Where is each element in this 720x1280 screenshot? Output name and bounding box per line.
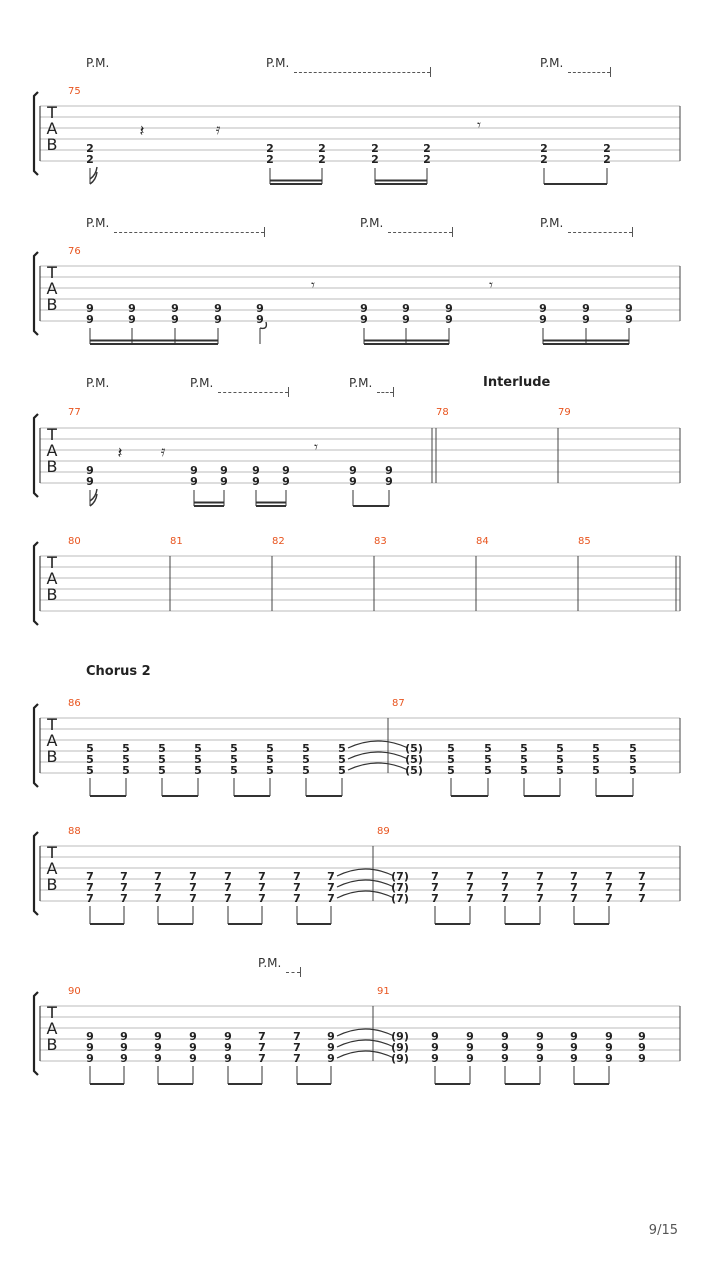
- fret-number: 9: [86, 313, 94, 326]
- tab-clef-letter: A: [46, 279, 58, 298]
- system-bracket: [34, 414, 38, 497]
- fret-number: 9: [154, 1030, 162, 1043]
- fret-number: 9: [605, 1041, 613, 1054]
- fret-number: 7: [431, 881, 439, 894]
- fret-number: 5: [86, 764, 94, 777]
- fret-number: 7: [86, 892, 94, 905]
- tie-arc: [337, 1051, 394, 1058]
- fret-number: 9: [327, 1052, 335, 1065]
- fret-number: 7: [536, 892, 544, 905]
- fret-number: 5: [194, 753, 202, 766]
- fret-number: 7: [293, 881, 301, 894]
- fret-number: 7: [293, 870, 301, 883]
- fret-number: 9: [570, 1030, 578, 1043]
- fret-number: 2: [86, 142, 94, 155]
- fret-number: 9: [86, 464, 94, 477]
- fret-number: 9: [256, 302, 264, 315]
- tab-clef-letter: B: [46, 1035, 58, 1054]
- fret-number: 7: [431, 892, 439, 905]
- fret-number: 7: [189, 881, 197, 894]
- fret-number: 5: [556, 742, 564, 755]
- fret-number: 5: [520, 764, 528, 777]
- fret-number: 9: [252, 475, 260, 488]
- fret-number: 9: [224, 1052, 232, 1065]
- fret-number: 7: [570, 881, 578, 894]
- fret-number: 5: [230, 764, 238, 777]
- tab-clef-letter: T: [47, 553, 57, 572]
- fret-number: 9: [605, 1052, 613, 1065]
- fret-number: 7: [258, 892, 266, 905]
- fret-number: 7: [293, 892, 301, 905]
- fret-number: 7: [570, 892, 578, 905]
- fret-number: 9: [582, 302, 590, 315]
- measure-number: 82: [272, 536, 285, 547]
- fret-number: 5: [629, 742, 637, 755]
- fret-number: 5: [447, 753, 455, 766]
- fret-number: 2: [371, 153, 379, 166]
- fret-number: 5: [338, 764, 346, 777]
- fret-number: 9: [282, 464, 290, 477]
- fret-number: 7: [327, 870, 335, 883]
- fret-number: 9: [86, 1041, 94, 1054]
- fret-number: 7: [258, 1030, 266, 1043]
- fret-number: 7: [154, 870, 162, 883]
- fret-number: (9): [391, 1052, 409, 1065]
- fret-number: 7: [154, 892, 162, 905]
- measure-number: 76: [68, 246, 81, 257]
- fret-number: 9: [638, 1041, 646, 1054]
- measure-number: 79: [558, 407, 571, 418]
- fret-number: 5: [338, 753, 346, 766]
- fret-number: 9: [445, 313, 453, 326]
- fret-number: 5: [629, 764, 637, 777]
- measure-number: 75: [68, 86, 81, 97]
- palm-mute-label: P.M.: [540, 56, 564, 70]
- tie-arc: [337, 869, 394, 876]
- measure-number: 84: [476, 536, 489, 547]
- fret-number: 9: [625, 313, 633, 326]
- fret-number: 9: [431, 1030, 439, 1043]
- eighth-rest: 𝄾: [489, 276, 493, 294]
- tie-arc: [337, 891, 394, 898]
- fret-number: 5: [447, 764, 455, 777]
- tab-clef-letter: B: [46, 585, 58, 604]
- fret-number: 9: [224, 1030, 232, 1043]
- fret-number: 9: [256, 313, 264, 326]
- fret-number: 2: [86, 153, 94, 166]
- measure-number: 86: [68, 698, 81, 709]
- measure-number: 88: [68, 826, 81, 837]
- quarter-rest: 𝄽: [117, 443, 123, 462]
- system-bracket: [34, 832, 38, 915]
- measure-number: 91: [377, 986, 390, 997]
- palm-mute-label: P.M.: [266, 56, 290, 70]
- fret-number: 7: [258, 1052, 266, 1065]
- tab-clef-letter: A: [46, 1019, 58, 1038]
- quarter-rest: 𝄽: [139, 121, 145, 140]
- fret-number: 5: [520, 742, 528, 755]
- fret-number: (5): [405, 753, 423, 766]
- fret-number: 7: [86, 870, 94, 883]
- fret-number: 2: [603, 142, 611, 155]
- measure-number: 85: [578, 536, 591, 547]
- fret-number: 5: [484, 742, 492, 755]
- fret-number: 2: [318, 142, 326, 155]
- fret-number: 9: [214, 302, 222, 315]
- fret-number: 9: [349, 475, 357, 488]
- palm-mute-label: P.M.: [360, 216, 384, 230]
- fret-number: 9: [189, 1052, 197, 1065]
- section-title-interlude: Interlude: [483, 375, 551, 390]
- tie-arc: [348, 741, 408, 748]
- fret-number: 9: [582, 313, 590, 326]
- fret-number: 9: [120, 1052, 128, 1065]
- measure-number: 78: [436, 407, 449, 418]
- fret-number: 9: [466, 1030, 474, 1043]
- tab-clef-letter: A: [46, 859, 58, 878]
- fret-number: 9: [86, 302, 94, 315]
- fret-number: 9: [349, 464, 357, 477]
- fret-number: 7: [154, 881, 162, 894]
- fret-number: 7: [431, 870, 439, 883]
- fret-number: 2: [266, 142, 274, 155]
- fret-number: 7: [224, 881, 232, 894]
- fret-number: 9: [189, 1030, 197, 1043]
- tab-clef-letter: T: [47, 1003, 57, 1022]
- fret-number: 2: [266, 153, 274, 166]
- system-bracket: [34, 992, 38, 1075]
- fret-number: 5: [302, 764, 310, 777]
- tie-arc: [337, 880, 394, 887]
- tab-clef-letter: A: [46, 569, 58, 588]
- palm-mute-label: P.M.: [349, 376, 373, 390]
- fret-number: 7: [327, 892, 335, 905]
- fret-number: (5): [405, 742, 423, 755]
- fret-number: (7): [391, 892, 409, 905]
- fret-number: (7): [391, 870, 409, 883]
- fret-number: 9: [214, 313, 222, 326]
- palm-mute-label: P.M.: [540, 216, 564, 230]
- fret-number: 9: [171, 313, 179, 326]
- fret-number: 9: [445, 302, 453, 315]
- fret-number: 7: [638, 870, 646, 883]
- fret-number: 9: [189, 1041, 197, 1054]
- fret-number: 7: [466, 892, 474, 905]
- palm-mute-label: P.M.: [86, 56, 110, 70]
- fret-number: 7: [258, 1041, 266, 1054]
- fret-number: 7: [605, 870, 613, 883]
- page-number: 9/15: [648, 1223, 678, 1238]
- fret-number: 9: [536, 1041, 544, 1054]
- measure-number: 80: [68, 536, 81, 547]
- fret-number: 9: [128, 302, 136, 315]
- tie-arc: [348, 752, 408, 759]
- fret-number: 9: [120, 1041, 128, 1054]
- fret-number: (7): [391, 881, 409, 894]
- tie-arc: [337, 1029, 394, 1036]
- fret-number: 9: [120, 1030, 128, 1043]
- fret-number: 9: [501, 1030, 509, 1043]
- tab-clef-letter: B: [46, 457, 58, 476]
- fret-number: 7: [189, 870, 197, 883]
- fret-number: 5: [194, 742, 202, 755]
- fret-number: 9: [190, 475, 198, 488]
- fret-number: 7: [466, 870, 474, 883]
- fret-number: 7: [501, 892, 509, 905]
- fret-number: 9: [539, 302, 547, 315]
- fret-number: 9: [327, 1041, 335, 1054]
- fret-number: 9: [190, 464, 198, 477]
- fret-number: 7: [120, 881, 128, 894]
- fret-number: 5: [230, 753, 238, 766]
- fret-number: 9: [466, 1041, 474, 1054]
- fret-number: (9): [391, 1041, 409, 1054]
- system-bracket: [34, 704, 38, 787]
- fret-number: 9: [466, 1052, 474, 1065]
- eighth-rest: 𝄾: [311, 276, 315, 294]
- fret-number: 5: [266, 753, 274, 766]
- fret-number: 9: [431, 1041, 439, 1054]
- fret-number: 7: [605, 892, 613, 905]
- measure-number: 90: [68, 986, 81, 997]
- fret-number: 2: [540, 142, 548, 155]
- tab-clef-letter: B: [46, 295, 58, 314]
- tie-arc: [337, 1040, 394, 1047]
- tab-clef-letter: T: [47, 263, 57, 282]
- fret-number: 9: [360, 302, 368, 315]
- fret-number: 9: [638, 1030, 646, 1043]
- fret-number: 2: [540, 153, 548, 166]
- fret-number: 9: [638, 1052, 646, 1065]
- fret-number: 7: [258, 870, 266, 883]
- fret-number: 9: [385, 464, 393, 477]
- fret-number: 7: [638, 881, 646, 894]
- fret-number: (5): [405, 764, 423, 777]
- fret-number: 5: [158, 764, 166, 777]
- fret-number: 5: [302, 753, 310, 766]
- fret-number: 9: [86, 475, 94, 488]
- fret-number: 9: [224, 1041, 232, 1054]
- fret-number: 7: [570, 870, 578, 883]
- fret-number: 9: [605, 1030, 613, 1043]
- fret-number: 9: [154, 1052, 162, 1065]
- fret-number: 7: [120, 892, 128, 905]
- eighth-rest: 𝄾: [477, 116, 481, 134]
- fret-number: 9: [385, 475, 393, 488]
- fret-number: 9: [501, 1041, 509, 1054]
- fret-number: 9: [86, 1030, 94, 1043]
- fret-number: 5: [122, 764, 130, 777]
- fret-number: 7: [638, 892, 646, 905]
- fret-number: 2: [423, 153, 431, 166]
- fret-number: 5: [266, 764, 274, 777]
- fret-number: 5: [447, 742, 455, 755]
- fret-number: 9: [402, 302, 410, 315]
- fret-number: 5: [86, 742, 94, 755]
- fret-number: 5: [629, 753, 637, 766]
- system-bracket: [34, 92, 38, 175]
- palm-mute-label: P.M.: [86, 216, 110, 230]
- fret-number: 9: [625, 302, 633, 315]
- fret-number: 2: [371, 142, 379, 155]
- fret-number: 5: [266, 742, 274, 755]
- fret-number: 5: [592, 764, 600, 777]
- fret-number: 5: [86, 753, 94, 766]
- fret-number: 9: [220, 475, 228, 488]
- tab-clef-letter: T: [47, 843, 57, 862]
- fret-number: 5: [122, 753, 130, 766]
- tie-arc: [348, 763, 408, 770]
- measure-number: 81: [170, 536, 183, 547]
- system-bracket: [34, 542, 38, 625]
- fret-number: 7: [605, 881, 613, 894]
- tab-clef-letter: A: [46, 119, 58, 138]
- fret-number: 9: [220, 464, 228, 477]
- measure-number: 87: [392, 698, 405, 709]
- palm-mute-label: P.M.: [258, 956, 282, 970]
- palm-mute-label: P.M.: [86, 376, 110, 390]
- tab-clef-letter: B: [46, 747, 58, 766]
- fret-number: (9): [391, 1030, 409, 1043]
- fret-number: 9: [154, 1041, 162, 1054]
- fret-number: 9: [128, 313, 136, 326]
- fret-number: 7: [293, 1041, 301, 1054]
- fret-number: 7: [501, 881, 509, 894]
- fret-number: 9: [402, 313, 410, 326]
- palm-mute-label: P.M.: [190, 376, 214, 390]
- fret-number: 5: [556, 753, 564, 766]
- fret-number: 5: [158, 753, 166, 766]
- tab-clef-letter: T: [47, 715, 57, 734]
- measure-number: 83: [374, 536, 387, 547]
- fret-number: 5: [484, 753, 492, 766]
- fret-number: 7: [536, 881, 544, 894]
- fret-number: 2: [423, 142, 431, 155]
- tab-clef-letter: B: [46, 135, 58, 154]
- fret-number: 9: [171, 302, 179, 315]
- fret-number: 9: [501, 1052, 509, 1065]
- measure-number: 77: [68, 407, 81, 418]
- fret-number: 5: [520, 753, 528, 766]
- fret-number: 9: [570, 1041, 578, 1054]
- fret-number: 9: [570, 1052, 578, 1065]
- fret-number: 9: [327, 1030, 335, 1043]
- fret-number: 5: [194, 764, 202, 777]
- fret-number: 5: [484, 764, 492, 777]
- fret-number: 9: [86, 1052, 94, 1065]
- fret-number: 7: [189, 892, 197, 905]
- measure-number: 89: [377, 826, 390, 837]
- sixteenth-rest: 𝄿: [215, 120, 221, 138]
- section-title-chorus-2: Chorus 2: [86, 664, 151, 679]
- eighth-rest: 𝄾: [314, 438, 318, 456]
- tab-clef-letter: A: [46, 441, 58, 460]
- system-bracket: [34, 252, 38, 335]
- fret-number: 5: [122, 742, 130, 755]
- fret-number: 9: [431, 1052, 439, 1065]
- fret-number: 9: [360, 313, 368, 326]
- fret-number: 7: [258, 881, 266, 894]
- fret-number: 7: [224, 892, 232, 905]
- fret-number: 9: [539, 313, 547, 326]
- fret-number: 7: [327, 881, 335, 894]
- fret-number: 5: [338, 742, 346, 755]
- fret-number: 5: [158, 742, 166, 755]
- sixteenth-rest: 𝄿: [160, 442, 166, 460]
- fret-number: 7: [293, 1052, 301, 1065]
- tab-clef-letter: T: [47, 103, 57, 122]
- fret-number: 9: [282, 475, 290, 488]
- fret-number: 7: [86, 881, 94, 894]
- fret-number: 9: [252, 464, 260, 477]
- tab-clef-letter: A: [46, 731, 58, 750]
- fret-number: 7: [466, 881, 474, 894]
- fret-number: 7: [293, 1030, 301, 1043]
- fret-number: 5: [592, 742, 600, 755]
- fret-number: 7: [501, 870, 509, 883]
- fret-number: 2: [603, 153, 611, 166]
- fret-number: 7: [224, 870, 232, 883]
- fret-number: 7: [536, 870, 544, 883]
- fret-number: 5: [592, 753, 600, 766]
- fret-number: 5: [556, 764, 564, 777]
- tab-clef-letter: B: [46, 875, 58, 894]
- fret-number: 7: [120, 870, 128, 883]
- tab-clef-letter: T: [47, 425, 57, 444]
- fret-number: 9: [536, 1030, 544, 1043]
- fret-number: 9: [536, 1052, 544, 1065]
- fret-number: 5: [302, 742, 310, 755]
- fret-number: 2: [318, 153, 326, 166]
- fret-number: 5: [230, 742, 238, 755]
